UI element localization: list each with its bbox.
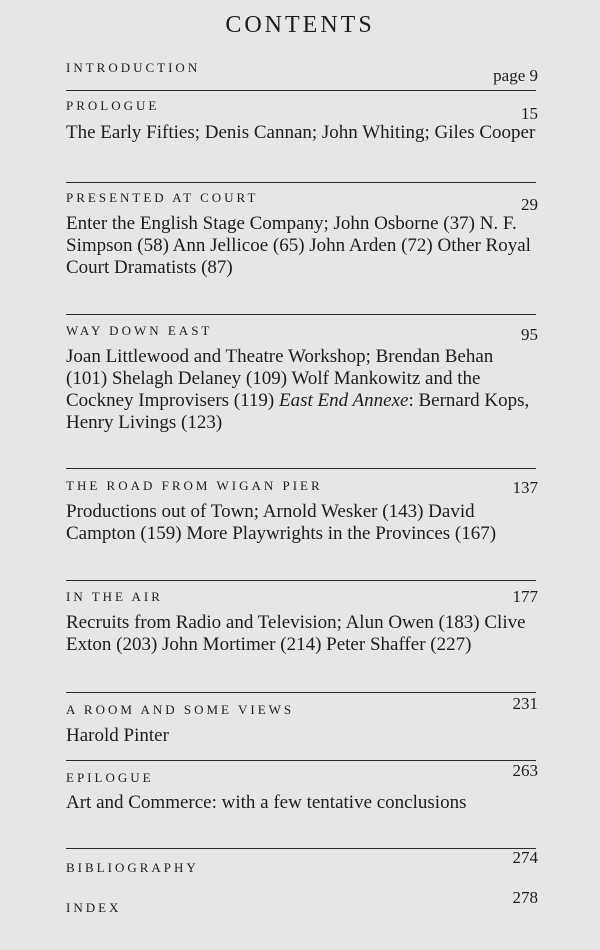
section-divider [66,182,536,183]
page-number: 177 [512,587,538,606]
section-divider [66,580,536,581]
entry-presented-at-court [66,190,538,279]
entry-index [66,888,538,916]
section-divider [66,314,536,315]
section-text-part: Joan Littlewood and Theatre Workshop; Brendan Behan (101) Shelagh Delaney (109) Wolf Mankowitz and the Cockney Improvisers (119) [66,346,494,411]
section-heading: A ROOM AND SOME VIEWS [66,702,295,717]
entry-road-from-wigan-pier [66,478,538,545]
entry-in-the-air [66,589,538,656]
section-divider [66,468,536,469]
section-text: Harold Pinter [66,725,169,746]
entry-introduction [66,60,538,85]
section-heading: PROLOGUE [66,98,160,113]
page-number: 95 [521,325,538,344]
page-number: 231 [512,694,538,713]
page-number: 278 [512,888,538,907]
page-number: 274 [512,848,538,867]
section-text: Art and Commerce: with a few tentative conclusions [66,792,467,813]
italic-subtitle: East End Annexe [279,390,409,411]
section-text [66,346,538,434]
section-text: Enter the English Stage Company; John Osborne (37) N. F. Simpson (58) Ann Jellicoe (65) John Arden (72) Other Royal Court Dramatists (87) [66,213,531,278]
section-divider [66,760,536,761]
section-text-part: : Bernard Kops, Henry Livings (123) [66,390,530,433]
section-heading: BIBLIOGRAPHY [66,860,199,875]
section-heading: INTRODUCTION [66,60,201,75]
section-text: The Early Fifties; Denis Cannan; John Whiting; Giles Cooper [66,122,536,143]
section-heading: IN THE AIR [66,589,163,604]
section-heading: INDEX [66,900,122,915]
page-number: 263 [512,761,538,780]
section-divider [66,692,536,693]
page-number: 137 [512,478,538,497]
entry-a-room-and-some-views [66,694,538,747]
section-heading: WAY DOWN EAST [66,323,213,338]
entry-prologue [66,98,538,144]
section-text: Recruits from Radio and Television; Alun Owen (183) Clive Exton (203) John Mortimer (214) Peter Shaffer (227) [66,612,526,655]
page-number: page 9 [493,66,538,85]
section-divider [66,90,536,91]
page-title: CONTENTS [225,12,375,38]
page-number: 29 [521,195,538,214]
page-number: 15 [521,104,538,123]
section-divider [66,848,536,849]
section-heading: EPILOGUE [66,770,154,785]
entry-way-down-east [66,323,538,434]
section-heading: THE ROAD FROM WIGAN PIER [66,478,323,493]
section-text: Productions out of Town; Arnold Wesker (143) David Campton (159) More Playwrights in the Provinces (167) [66,501,497,544]
entry-epilogue [66,761,538,814]
entry-bibliography [66,848,538,876]
section-heading: PRESENTED AT COURT [66,190,259,205]
